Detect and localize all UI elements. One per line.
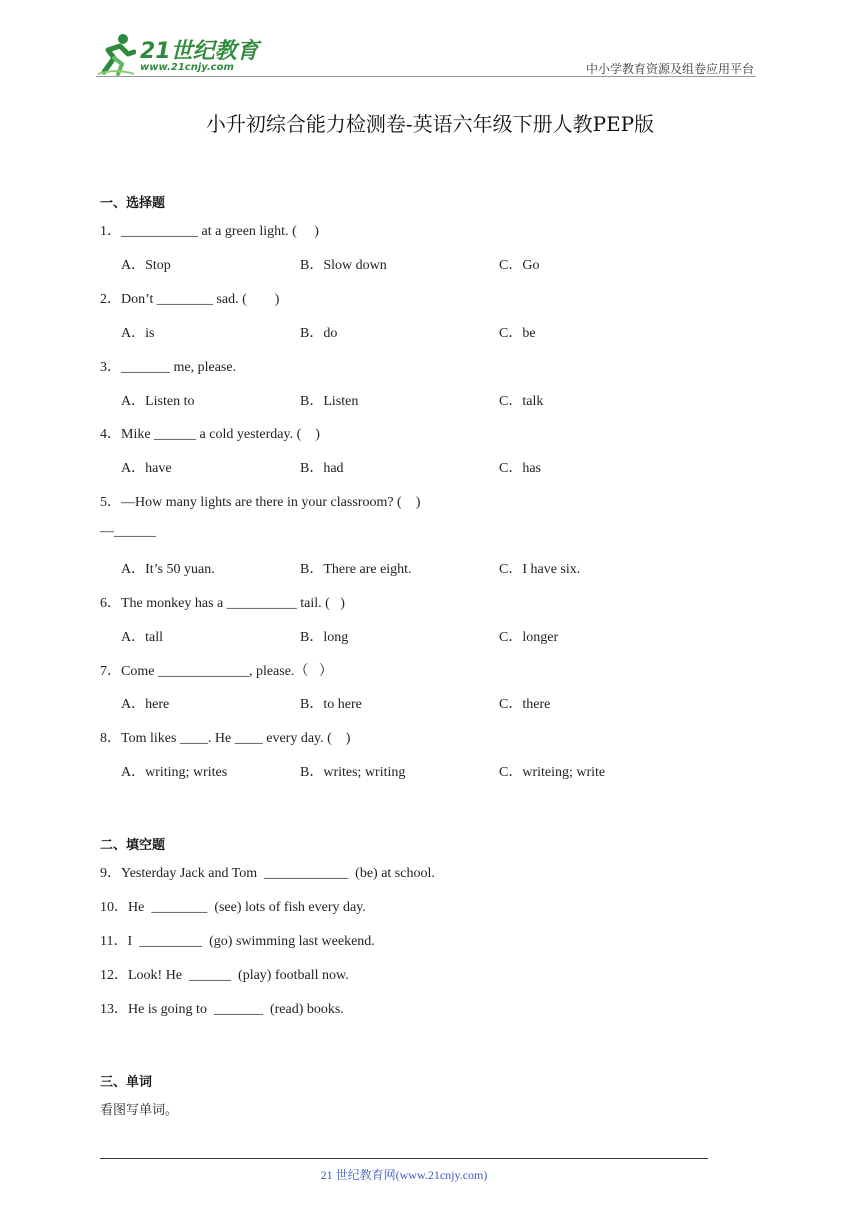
question-stem: 5．—How many lights are there in your classroom? ( )	[100, 495, 421, 510]
question-stem: 4．Mike ______ a cold yesterday. ( )	[100, 427, 320, 442]
logo-url: www.21cnjy.com	[140, 62, 234, 73]
question-stem: 1．___________ at a green light. ( )	[100, 224, 319, 239]
option-c: C．I have six.	[499, 562, 581, 577]
option-c: C．Go	[499, 258, 540, 273]
option-c: C．longer	[499, 630, 559, 645]
option-c: C．there	[499, 697, 551, 712]
option-a: A．It’s 50 yuan.	[121, 562, 215, 577]
header-platform-text: 中小学教育资源及组卷应用平台	[585, 62, 754, 76]
section-heading-multiple-choice: 一、选择题	[100, 196, 166, 211]
section-heading-words: 三、单词	[100, 1075, 153, 1090]
option-b: B．had	[300, 461, 344, 476]
site-logo[interactable]	[96, 32, 266, 78]
footer-link[interactable]: 21 世纪教育网(www.21cnjy.com)	[320, 1168, 488, 1182]
question-stem: 7．Come _____________, please.（ ）	[100, 664, 333, 679]
footer-divider	[100, 1158, 708, 1159]
option-a: A．here	[121, 697, 170, 712]
fill-blank-question: 10．He ________ (see) lots of fish every day.	[100, 900, 366, 915]
fill-blank-question: 11．I _________ (go) swimming last weekend.	[100, 934, 375, 949]
option-a: A．tall	[121, 630, 163, 645]
option-b: B．do	[300, 326, 338, 341]
question-answer-line: —______	[100, 524, 156, 539]
option-b: B．writes; writing	[300, 765, 406, 780]
option-a: A．is	[121, 326, 155, 341]
option-c: C．talk	[499, 394, 544, 409]
logo-text: 21世纪教育	[140, 39, 259, 64]
option-a: A．writing; writes	[121, 765, 228, 780]
option-b: B．long	[300, 630, 349, 645]
option-b: B．to here	[300, 697, 362, 712]
question-stem: 6．The monkey has a __________ tail. ( )	[100, 596, 345, 611]
option-a: A．Stop	[121, 258, 171, 273]
section-heading-fill-blank: 二、填空题	[100, 838, 166, 853]
option-c: C．has	[499, 461, 541, 476]
option-c: C．be	[499, 326, 536, 341]
option-c: C．writeing; write	[499, 765, 606, 780]
document-title: 小升初综合能力检测卷-英语六年级下册人教PEP版	[205, 112, 655, 136]
option-b: B．Listen	[300, 394, 359, 409]
runner-logo-icon	[96, 32, 136, 76]
option-b: B．Slow down	[300, 258, 387, 273]
fill-blank-question: 13．He is going to _______ (read) books.	[100, 1002, 344, 1017]
question-stem: 3．_______ me, please.	[100, 360, 237, 375]
section-instruction: 看图写单词。	[100, 1103, 179, 1118]
header-divider	[96, 76, 756, 77]
question-stem: 2．Don’t ________ sad. ( )	[100, 292, 280, 307]
fill-blank-question: 9．Yesterday Jack and Tom ____________ (be) at school.	[100, 866, 435, 881]
fill-blank-question: 12．Look! He ______ (play) football now.	[100, 968, 349, 983]
option-b: B．There are eight.	[300, 562, 412, 577]
option-a: A．have	[121, 461, 172, 476]
option-a: A．Listen to	[121, 394, 195, 409]
page-header	[0, 0, 860, 80]
question-stem: 8．Tom likes ____. He ____ every day. ( )	[100, 731, 351, 746]
